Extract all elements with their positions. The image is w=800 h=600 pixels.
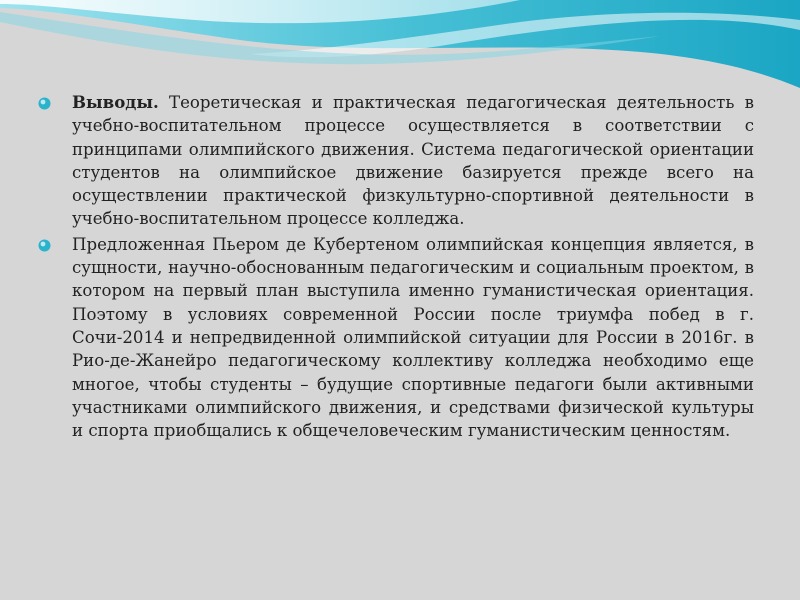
bullet-text: Предложенная Пьером де Кубертеном олимпийская концепция является, в сущности, научно-обоснованным педагогическим и социальным проектом, в котором на первый план выступила именно гуманистическая ориентация. Поэтому в условиях современной России после триумфа побед в г. Сочи-2014 и непредвиденной олимпийской ситуации для России в 2016г. в Рио-де-Жанейро педагогическому коллективу колледжа необходимо еще многое, чтобы студенты – будущие спортивные педагоги были активными участниками олимпийского движения, и средствами физической культуры и спорта приобщались к общечеловеческим гуманистическим ценностям. xyxy=(72,234,754,441)
circle-bullet-icon xyxy=(38,239,51,252)
bullet-lead-text: Выводы. xyxy=(72,92,159,112)
bullet-text: Теоретическая и практическая педагогическая деятельность в учебно-воспитательном процессе осуществляется в соответствии с принципами олимпийского движения. Система педагогической ориентации студентов на олимпийское движение базируется прежде всего на осуществлении практической физкультурно-спортивной деятельности в учебно-воспитательном процессе колледжа. xyxy=(72,93,754,229)
slide-body xyxy=(38,91,754,444)
bullet-item-conclusions xyxy=(38,91,754,231)
bullet-item-concept xyxy=(38,233,754,443)
decorative-wave-header xyxy=(0,0,800,90)
circle-bullet-icon xyxy=(38,97,51,110)
